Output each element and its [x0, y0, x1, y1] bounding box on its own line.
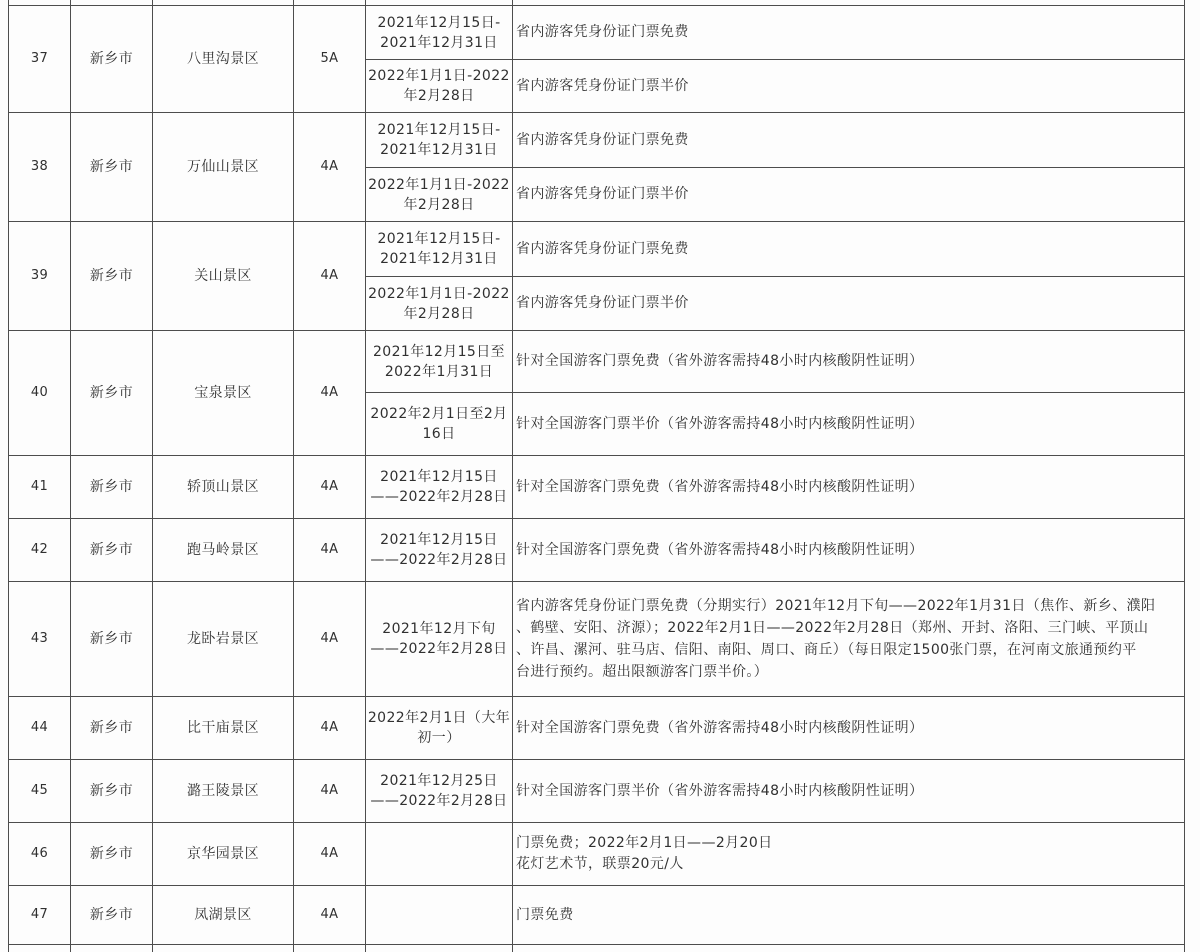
policy-text: 针对全国游客门票半价（省外游客需持48小时内核酸阴性证明） — [516, 782, 924, 799]
policy-cell — [513, 277, 1185, 331]
city-cell: 新乡市 — [71, 823, 153, 886]
row-number: 40 — [9, 331, 71, 456]
period-time-line: 年2月28日 — [403, 88, 475, 104]
policy-cell — [513, 582, 1185, 697]
period-time-cell — [366, 886, 513, 945]
city-cell: 新乡市 — [71, 697, 153, 760]
row-number: 44 — [9, 697, 71, 760]
row-number: 39 — [9, 222, 71, 331]
period-time-line: 2021年12月31日 — [380, 142, 498, 158]
period-time-line: 2021年12月15日 — [380, 469, 498, 485]
policy-text: 省内游客凭身份证门票免费 — [516, 24, 689, 40]
period-time-line: 年2月28日 — [403, 196, 475, 213]
period-time-cell — [366, 222, 513, 277]
row-number: 42 — [9, 519, 71, 582]
policy-cell — [513, 456, 1185, 519]
policy-cell — [513, 331, 1185, 393]
scenic-area-name: 凤湖景区 — [153, 886, 294, 945]
policy-text: 花灯艺术节，联票20元/人 — [516, 856, 684, 872]
city-cell: 新乡市 — [71, 331, 153, 456]
level-cell: 4A — [294, 331, 366, 456]
period-time-cell — [366, 760, 513, 823]
policy-text: 省内游客凭身份证门票免费 — [516, 131, 689, 148]
policy-text: 针对全国游客门票免费（省外游客需持48小时内核酸阴性证明） — [516, 541, 924, 558]
policy-text: 、许昌、漯河、驻马店、信阳、南阳、周口、商丘）（每日限定1500张门票，在河南文旅通预约平 — [516, 642, 1137, 658]
policy-cell — [513, 393, 1185, 456]
policy-cell — [513, 222, 1185, 277]
partial-cell — [153, 945, 294, 952]
level-cell: 4A — [294, 760, 366, 823]
partial-cell — [9, 945, 71, 952]
policy-text: 针对全国游客门票半价（省外游客需持48小时内核酸阴性证明） — [516, 415, 924, 432]
row-number: 38 — [9, 113, 71, 222]
policy-cell — [513, 697, 1185, 760]
scenic-area-name: 京华园景区 — [153, 823, 294, 886]
level-cell: 4A — [294, 222, 366, 331]
policy-cell — [513, 113, 1185, 168]
period-time-cell — [366, 393, 513, 456]
period-time-line: 2021年12月15日- — [377, 122, 501, 138]
period-time-cell — [366, 277, 513, 331]
row-number: 41 — [9, 456, 71, 519]
level-cell: 4A — [294, 582, 366, 697]
level-cell: 4A — [294, 697, 366, 760]
period-time-line: 2021年12月15日至 — [372, 343, 506, 360]
period-time-cell — [366, 6, 513, 60]
policy-text: 省内游客凭身份证门票免费 — [516, 240, 689, 257]
level-cell: 4A — [294, 823, 366, 886]
city-cell: 新乡市 — [71, 113, 153, 222]
period-time-line: ——2022年2月28日 — [370, 552, 508, 568]
row-number: 47 — [9, 886, 71, 945]
policy-text: 门票免费；2022年2月1日——2月20日 — [516, 835, 773, 851]
period-time-line: 2021年12月下旬 — [382, 621, 496, 637]
policy-cell — [513, 519, 1185, 582]
scenic-area-name: 宝泉景区 — [153, 331, 294, 456]
policy-text: 针对全国游客门票免费（省外游客需持48小时内核酸阴性证明） — [516, 719, 924, 736]
city-cell: 新乡市 — [71, 222, 153, 331]
level-cell: 4A — [294, 113, 366, 222]
policy-text: 省内游客凭身份证门票半价 — [516, 77, 689, 94]
level-cell: 5A — [294, 6, 366, 113]
period-time-line: ——2022年2月28日 — [370, 793, 508, 809]
period-time-cell — [366, 456, 513, 519]
scenic-area-name: 八里沟景区 — [153, 6, 294, 113]
partial-cell — [71, 945, 153, 952]
city-cell: 新乡市 — [71, 886, 153, 945]
row-number: 46 — [9, 823, 71, 886]
scenic-area-name: 潞王陵景区 — [153, 760, 294, 823]
period-time-cell — [366, 168, 513, 222]
period-time-line: ——2022年2月28日 — [370, 641, 508, 657]
city-cell: 新乡市 — [71, 456, 153, 519]
period-time-line: 16日 — [422, 426, 456, 442]
city-cell: 新乡市 — [71, 760, 153, 823]
city-cell: 新乡市 — [71, 6, 153, 113]
period-time-line: 2022年1月31日 — [384, 363, 494, 380]
policy-text: 台进行预约。超出限额游客门票半价。） — [516, 664, 769, 680]
level-cell: 4A — [294, 886, 366, 945]
period-time-cell — [366, 113, 513, 168]
scenic-area-name: 轿顶山景区 — [153, 456, 294, 519]
period-time-cell — [366, 582, 513, 697]
period-time-line: 2022年1月1日-2022 — [368, 285, 510, 302]
period-time-line: 2021年12月25日 — [380, 773, 498, 789]
policy-text: 省内游客凭身份证门票半价 — [516, 295, 689, 311]
scenic-area-name: 关山景区 — [153, 222, 294, 331]
row-number: 45 — [9, 760, 71, 823]
policy-text: 、鹤壁、安阳、济源）；2022年2月1日——2022年2月28日（郑州、开封、洛阳、三门峡、平顶山 — [516, 620, 1149, 636]
policy-cell — [513, 60, 1185, 113]
period-time-line: 初一） — [417, 730, 461, 746]
row-number: 37 — [9, 6, 71, 113]
scenic-area-name: 龙卧岩景区 — [153, 582, 294, 697]
period-time-line: 2021年12月15日- — [377, 231, 501, 247]
policy-cell — [513, 168, 1185, 222]
scenic-area-name: 万仙山景区 — [153, 113, 294, 222]
period-time-line: 2022年2月1日（大年 — [367, 710, 511, 726]
period-time-line: 2022年1月1日-2022 — [368, 68, 510, 84]
policy-cell — [513, 6, 1185, 60]
policy-text: 门票免费 — [516, 906, 574, 923]
row-number: 43 — [9, 582, 71, 697]
period-time-cell — [366, 331, 513, 393]
city-cell: 新乡市 — [71, 582, 153, 697]
policy-text: 针对全国游客门票免费（省外游客需持48小时内核酸阴性证明） — [516, 353, 924, 369]
policy-text: 针对全国游客门票免费（省外游客需持48小时内核酸阴性证明） — [516, 478, 924, 495]
period-time-line: 2022年1月1日-2022 — [368, 176, 510, 193]
period-time-cell — [366, 519, 513, 582]
policy-cell — [513, 823, 1185, 886]
period-time-line: ——2022年2月28日 — [370, 489, 508, 505]
period-time-line: 年2月28日 — [403, 305, 475, 322]
partial-cell — [294, 945, 366, 952]
period-time-line: 2021年12月15日- — [377, 14, 501, 31]
period-time-cell — [366, 823, 513, 886]
policy-text: 省内游客凭身份证门票免费（分期实行）2021年12月下旬——2022年1月31日（焦作、新乡、濮阳 — [516, 598, 1156, 614]
period-time-cell — [366, 697, 513, 760]
period-time-line: 2021年12月31日 — [380, 34, 498, 51]
period-time-line: 2021年12月31日 — [380, 251, 498, 267]
period-time-cell — [366, 60, 513, 113]
policy-text: 省内游客凭身份证门票半价 — [516, 186, 689, 202]
level-cell: 4A — [294, 519, 366, 582]
partial-cell — [366, 945, 513, 952]
scenic-area-ticket-table — [8, 0, 1185, 952]
scenic-area-name: 比干庙景区 — [153, 697, 294, 760]
policy-cell — [513, 886, 1185, 945]
level-cell: 4A — [294, 456, 366, 519]
partial-cell — [513, 945, 1185, 952]
policy-cell — [513, 760, 1185, 823]
city-cell: 新乡市 — [71, 519, 153, 582]
period-time-line: 2021年12月15日 — [380, 532, 498, 548]
scenic-area-name: 跑马岭景区 — [153, 519, 294, 582]
period-time-line: 2022年2月1日至2月 — [370, 406, 508, 422]
